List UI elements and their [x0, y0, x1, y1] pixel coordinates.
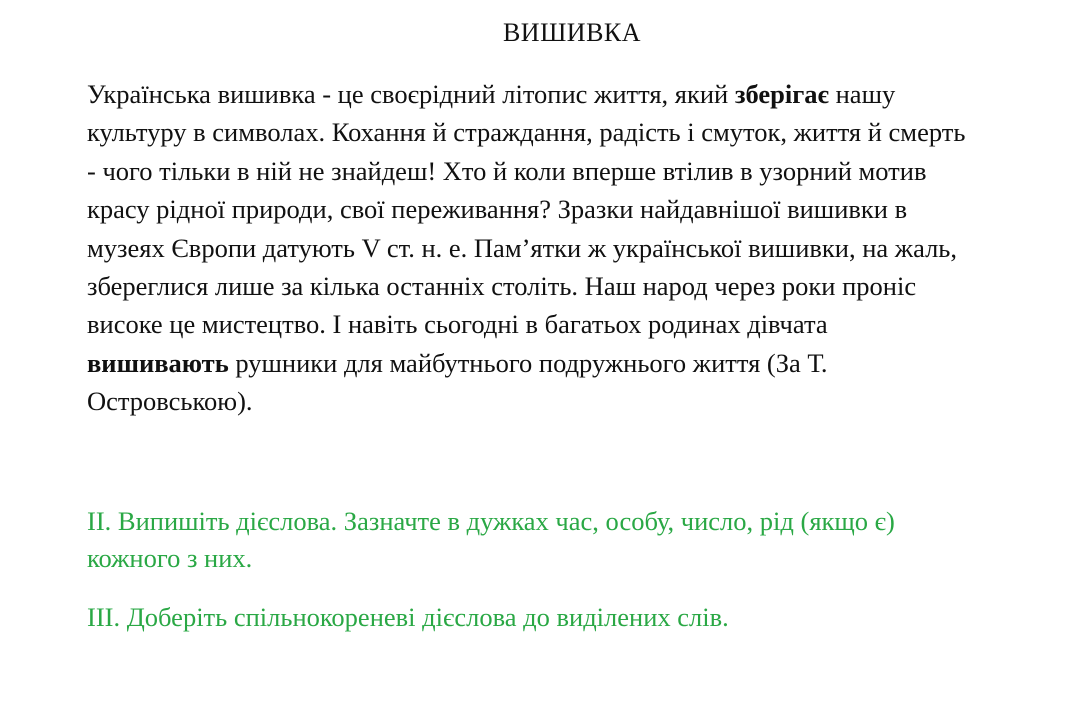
task-3-line: III. Доберіть спільнокореневі дієслова до виділених слів. — [87, 602, 729, 632]
text-line-8-end: рушники для майбутнього подружнього життя (За Т. — [228, 347, 828, 378]
task-2-line-2: кожного з них. — [87, 543, 253, 573]
text-line-9: Островською). — [87, 386, 253, 417]
task-2 — [87, 503, 895, 577]
task-2-line-1: II. Випишіть дієслова. Зазначте в дужках час, особу, число, рід (якщо є) — [87, 506, 895, 536]
text-line-3: - чого тільки в ній не знайдеш! Хто й коли вперше втілив в узорний мотив — [87, 155, 927, 186]
text-line-1-end: нашу — [829, 79, 896, 109]
text-line-1-start: Українська вишивка - це своєрідний літопис життя, який — [87, 79, 735, 109]
task-3 — [87, 599, 729, 636]
main-text — [87, 75, 1062, 421]
text-line-2: культуру в символах. Кохання й страждання, радість і смуток, життя й смерть — [87, 117, 966, 148]
highlighted-word-vyshyvayut: вишивають — [87, 347, 229, 378]
text-line-8 — [87, 344, 1062, 382]
highlighted-word-zberigaye: зберігає — [734, 79, 829, 109]
text-line-7: високе це мистецтво. І навіть сьогодні в багатьох родинах дівчата — [87, 309, 828, 340]
document-title: ВИШИВКА — [502, 18, 642, 47]
text-line-1 — [87, 75, 1062, 113]
text-line-5: музеях Європи датують V ст. н. е. Пам’ятки ж української вишивки, на жаль, — [87, 232, 957, 263]
text-line-4: красу рідної природи, свої переживання? Зразки найдавнішої вишивки в — [87, 194, 908, 225]
text-line-6: збереглися лише за кілька останніх століть. Наш народ через роки проніс — [87, 271, 917, 302]
